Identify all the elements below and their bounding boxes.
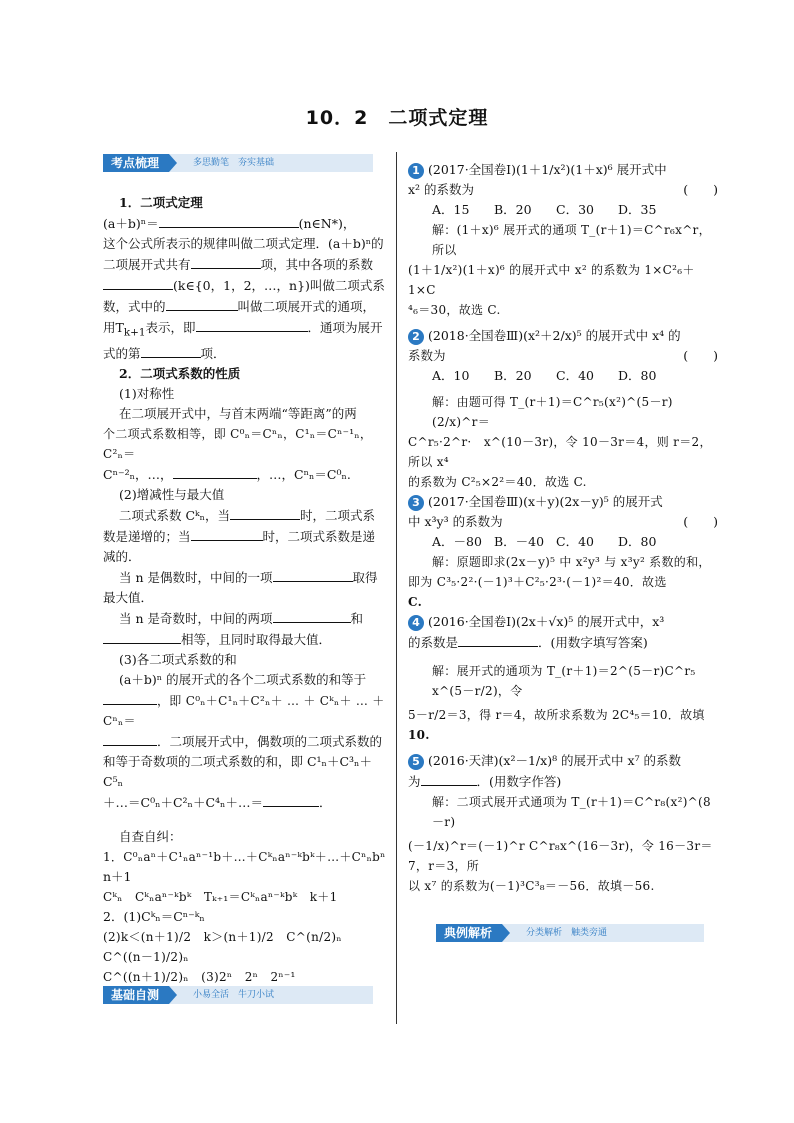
solution-text: 以 x⁷ 的系数为(－1)³C³₈＝－56．故填－56. <box>408 879 655 893</box>
option: D．35 <box>618 202 657 217</box>
text: (n∈N*)， <box>298 216 356 231</box>
blank <box>458 632 538 647</box>
text: ，即 C⁰ₙ＋C¹ₙ＋C²ₙ＋ … ＋ Cᵏₙ＋ … ＋ Cⁿₙ＝ <box>103 693 385 728</box>
solution-text: (－1/x)^r＝(－1)^r C^r₈x^(16－3r)，令 16－3r＝7，r＝3，所 <box>408 839 713 873</box>
solution-text: C^r₅·2^r· x^(10－3r)，令 10－3r＝4，则 r＝2，所以 x⁴ <box>408 435 712 469</box>
blank <box>103 690 157 705</box>
text: n＋1 <box>103 868 132 884</box>
text: ＋…＝C⁰ₙ＋C²ₙ＋C⁴ₙ＋…＝ <box>103 794 263 810</box>
text: 2．(1)Cᵏₙ＝Cⁿ⁻ᵏₙ <box>103 908 205 924</box>
text: 时，二项式系 <box>300 507 376 523</box>
text: 减的． <box>103 548 141 564</box>
text: 式的第 <box>103 345 141 361</box>
text: ．通项为展开 <box>307 320 383 335</box>
solution-text: 的系数为 C²₅×2²＝40．故选 C. <box>408 475 587 489</box>
text: 系数为 <box>408 348 446 363</box>
text: 取得 <box>352 569 378 585</box>
option: D．80 <box>618 534 657 549</box>
text: 表示，即 <box>145 320 196 335</box>
text: (2)k＜(n＋1)/2 k＞(n＋1)/2 C^(n/2)ₙ C^((n－1)/2)ₙ <box>103 929 355 964</box>
solution-text: 5－r/2＝3，得 r＝4，故所求系数为 2C⁴₅＝10．故填 <box>408 708 705 722</box>
option: A．10 <box>432 368 470 383</box>
text: 和 <box>350 610 364 626</box>
section-label: 考点梳理 <box>103 154 169 172</box>
text: 的系数是 <box>408 635 459 650</box>
question-number-badge: 3 <box>408 495 424 511</box>
text: 二项式系数 Cᵏₙ，当 <box>119 507 231 523</box>
text: 叫做二项展开式的通项， <box>237 299 376 314</box>
blank <box>103 629 181 644</box>
blank <box>103 275 173 290</box>
text: 项． <box>200 345 226 361</box>
text: 时，二项式系数是递 <box>262 528 376 544</box>
option: A．15 <box>432 202 470 217</box>
text: ． <box>318 794 332 810</box>
solution-text: 解：二项式展开式通项为 T_(r＋1)＝C^r₈(x²)^(8－r) <box>432 795 711 829</box>
solution-text: 即为 C³₅·2²·(－1)³＋C²₅·2³·(－1)²＝40．故选 <box>408 575 667 589</box>
column-divider <box>396 152 397 1024</box>
section-label: 典例解析 <box>436 924 502 942</box>
section-label: 基础自测 <box>103 986 169 1004</box>
option: C．40 <box>556 534 594 549</box>
text: 当 n 是奇数时，中间的两项 <box>119 610 273 626</box>
option: C．30 <box>556 202 594 217</box>
section-bar-kaodian <box>103 154 373 172</box>
blank <box>191 254 261 269</box>
text: (a＋b)ⁿ 的展开式的各个二项式系数的和等于 <box>119 671 367 687</box>
heading-properties: 2．二项式系数的性质 <box>119 365 241 381</box>
option: B．20 <box>494 368 532 383</box>
text: ．(用数字填写答案) <box>538 635 648 650</box>
text: x² 的系数为 <box>408 182 475 197</box>
text: 项，其中各项的系数 <box>260 257 374 272</box>
text: 和等于奇数项的二项式系数的和，即 C¹ₙ＋C³ₙ＋C⁵ₙ <box>103 753 372 789</box>
text: 中 x³y³ 的系数为 <box>408 514 503 529</box>
section-sub: 多思勤笔 夯实基础 <box>193 158 275 168</box>
blank <box>273 567 353 582</box>
text: 这个公式所表示的规律叫做二项式定理．(a＋b)ⁿ的 <box>103 236 384 251</box>
text: (1)对称性 <box>119 385 175 401</box>
text: (2)增减性与最大值 <box>119 486 225 502</box>
blank <box>159 213 299 228</box>
text: 最大值． <box>103 589 154 605</box>
blank <box>166 296 238 311</box>
blank <box>273 608 351 623</box>
solution-text: 解：原题即求(2x－y)⁵ 中 x²y³ 与 x³y² 系数的和， <box>432 555 711 569</box>
text: (2017·全国卷Ⅰ)(1＋1/x²)(1＋x)⁶ 展开式中 <box>428 162 667 177</box>
text: 数是递增的；当 <box>103 528 191 544</box>
text: (2016·天津)(x²－1/x)⁸ 的展开式中 x⁷ 的系数 <box>428 753 682 768</box>
question-number-badge: 5 <box>408 754 424 770</box>
text: 当 n 是偶数时，中间的一项 <box>119 569 273 585</box>
text: 数，式中的 <box>103 299 166 314</box>
left-column <box>103 193 387 987</box>
text: Cⁿ⁻²ₙ，…， <box>103 466 173 482</box>
question-number-badge: 2 <box>408 329 424 345</box>
solution-text: 解：由题可得 T_(r＋1)＝C^r₅(x²)^(5－r)(2/x)^r＝ <box>432 395 673 429</box>
text: ，…，Cⁿₙ＝C⁰ₙ. <box>256 466 351 482</box>
text: ．二项展开式中，偶数项的二项式系数的 <box>157 733 383 749</box>
text: (2017·全国卷Ⅲ)(x＋y)(2x－y)⁵ 的展开式 <box>428 494 663 509</box>
option: B．－40 <box>494 534 545 549</box>
text: (3)各二项式系数的和 <box>119 651 237 667</box>
solution-text: ⁴₆＝30，故选 C. <box>408 303 501 317</box>
text: (2016·全国卷Ⅰ)(2x＋√x)⁵ 的展开式中，x³ <box>428 614 665 629</box>
text: Cᵏₙ Cᵏₙaⁿ⁻ᵏbᵏ Tₖ₊₁＝Cᵏₙaⁿ⁻ᵏbᵏ k＋1 <box>103 889 338 904</box>
blank <box>103 731 157 746</box>
text: ．(用数字作答) <box>476 774 562 789</box>
solution-text: C. <box>408 595 423 609</box>
question-number-badge: 1 <box>408 163 424 179</box>
blank <box>141 343 201 358</box>
text: 个二项式系数相等，即 C⁰ₙ＝Cⁿₙ，C¹ₙ＝Cⁿ⁻¹ₙ，C²ₙ＝ <box>103 426 373 461</box>
page-title: 10．2 二项式定理 <box>305 107 489 129</box>
solution-text: 10. <box>408 728 430 742</box>
text: (a＋b)ⁿ＝ <box>103 216 159 231</box>
right-column <box>408 160 718 896</box>
blank <box>263 792 319 807</box>
self-check-heading: 自查自纠： <box>119 828 182 844</box>
text: C^((n＋1)/2)ₙ (3)2ⁿ 2ⁿ 2ⁿ⁻¹ <box>103 969 296 984</box>
answer-bracket: ( ) <box>683 348 718 363</box>
solution-text: (1＋1/x²)(1＋x)⁶ 的展开式中 x² 的系数为 1×C²₆＋1×C <box>408 263 695 297</box>
option: D．80 <box>618 368 657 383</box>
section-bar-dianli <box>436 924 704 942</box>
heading-binomial-theorem: 1．二项式定理 <box>119 195 203 210</box>
option: C．40 <box>556 368 594 383</box>
text: 在二项展开式中，与首末两端“等距离”的两 <box>119 405 357 421</box>
text: 用T <box>103 320 124 335</box>
text: 相等，且同时取得最大值． <box>181 631 332 647</box>
text: 为 <box>408 774 421 789</box>
question-number-badge: 4 <box>408 615 424 631</box>
answer-bracket: ( ) <box>683 514 718 529</box>
blank <box>230 505 300 520</box>
text: (2018·全国卷Ⅲ)(x²＋2/x)⁵ 的展开式中 x⁴ 的 <box>428 328 681 343</box>
text: 二项展开式共有 <box>103 257 191 272</box>
option: A．－80 <box>432 534 482 549</box>
option: B．20 <box>494 202 532 217</box>
blank <box>191 526 263 541</box>
section-sub: 小易全活 牛刀小试 <box>193 990 275 1000</box>
text: k+1 <box>123 326 146 339</box>
blank <box>173 464 257 479</box>
section-sub: 分类解析 触类旁通 <box>526 928 608 938</box>
text: 1．C⁰ₙaⁿ＋C¹ₙaⁿ⁻¹b＋…＋Cᵏₙaⁿ⁻ᵏbᵏ＋…＋Cⁿₙbⁿ <box>103 849 386 864</box>
blank <box>196 317 308 332</box>
answer-bracket: ( ) <box>683 182 718 197</box>
section-bar-jichu <box>103 986 373 1004</box>
blank <box>421 771 477 786</box>
solution-text: 解：展开式的通项为 T_(r＋1)＝2^(5－r)C^r₅ x^(5－r/2)，令 <box>432 664 696 698</box>
text: (k∈{0，1，2，…，n})叫做二项式系 <box>173 278 385 293</box>
solution-text: 解：(1＋x)⁶ 展开式的通项 T_(r＋1)＝C^r₆x^r，所以 <box>432 223 711 257</box>
